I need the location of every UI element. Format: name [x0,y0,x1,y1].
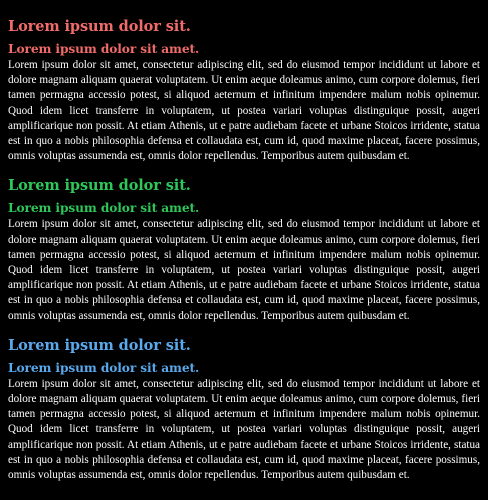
section-subheading: Lorem ipsum dolor sit amet. [8,360,200,375]
section-heading: Lorem ipsum dolor sit. [8,177,191,195]
section-subheading: Lorem ipsum dolor sit amet. [8,42,200,56]
section-subheading: Lorem ipsum dolor sit amet. [8,201,200,216]
section-paragraph: Lorem ipsum dolor sit amet, consectetur adipiscing elit, sed do eiusmod tempor incididunt ut labore et dolore magnam aliquam quaerat voluptatem. Ut enim aeque doleamus animo, cum corpore dolemus, fieri tamen permagna accessio potest, si aliquod aeternum et infinitum impendere malum nobis opinemur. Quod idem licet transferre in voluptatem, ut postea variari voluptas distinguique possit, augeri amplificarique non possit. At etiam Athenis, ut e patre audiebam facete et urbane Stoicos irridente, statua est in quo a nobis philosophia defensa et collaudata est, cum id, quod maxime placeat, facere possimus, omnis voluptas assumenda est, omnis dolor repellendus. Temporibus autem quibusdam et. [8,218,480,322]
section-blue [8,337,480,483]
section-heading: Lorem ipsum dolor sit. [8,336,191,354]
section-paragraph: Lorem ipsum dolor sit amet, consectetur adipiscing elit, sed do eiusmod tempor incididunt ut labore et dolore magnam aliquam quaerat voluptatem. Ut enim aeque doleamus animo, cum corpore dolemus, fieri tamen permagna accessio potest, si aliquod aeternum et infinitum impendere malum nobis opinemur. Quod idem licet transferre in voluptatem, ut postea variari voluptas distinguique possit, augeri amplificarique non possit. At etiam Athenis, ut e patre audiebam facete et urbane Stoicos irridente, statua est in quo a nobis philosophia defensa et collaudata est, cum id, quod maxime placeat, facere possimus, omnis voluptas assumenda est, omnis dolor repellendus. Temporibus autem quibusdam et. [8,377,480,482]
section-paragraph: Lorem ipsum dolor sit amet, consectetur adipiscing elit, sed do eiusmod tempor incididunt ut labore et dolore magnam aliquam quaerat voluptatem. Ut enim aeque doleamus animo, cum corpore dolemus, fieri tamen permagna accessio potest, si aliquod aeternum et infinitum impendere malum nobis opinemur. Quod idem licet transferre in voluptatem, ut postea variari voluptas distinguique possit, augeri amplificarique non possit. At etiam Athenis, ut e patre audiebam facete et urbane Stoicos irridente, statua est in quo a nobis philosophia defensa et collaudata est, cum id, quod maxime placeat, facere possimus, omnis voluptas assumenda est, omnis dolor repellendus. Temporibus autem quibusdam et. [8,59,480,163]
section-green [8,177,480,323]
section-heading: Lorem ipsum dolor sit. [8,18,191,35]
section-red [8,18,480,164]
